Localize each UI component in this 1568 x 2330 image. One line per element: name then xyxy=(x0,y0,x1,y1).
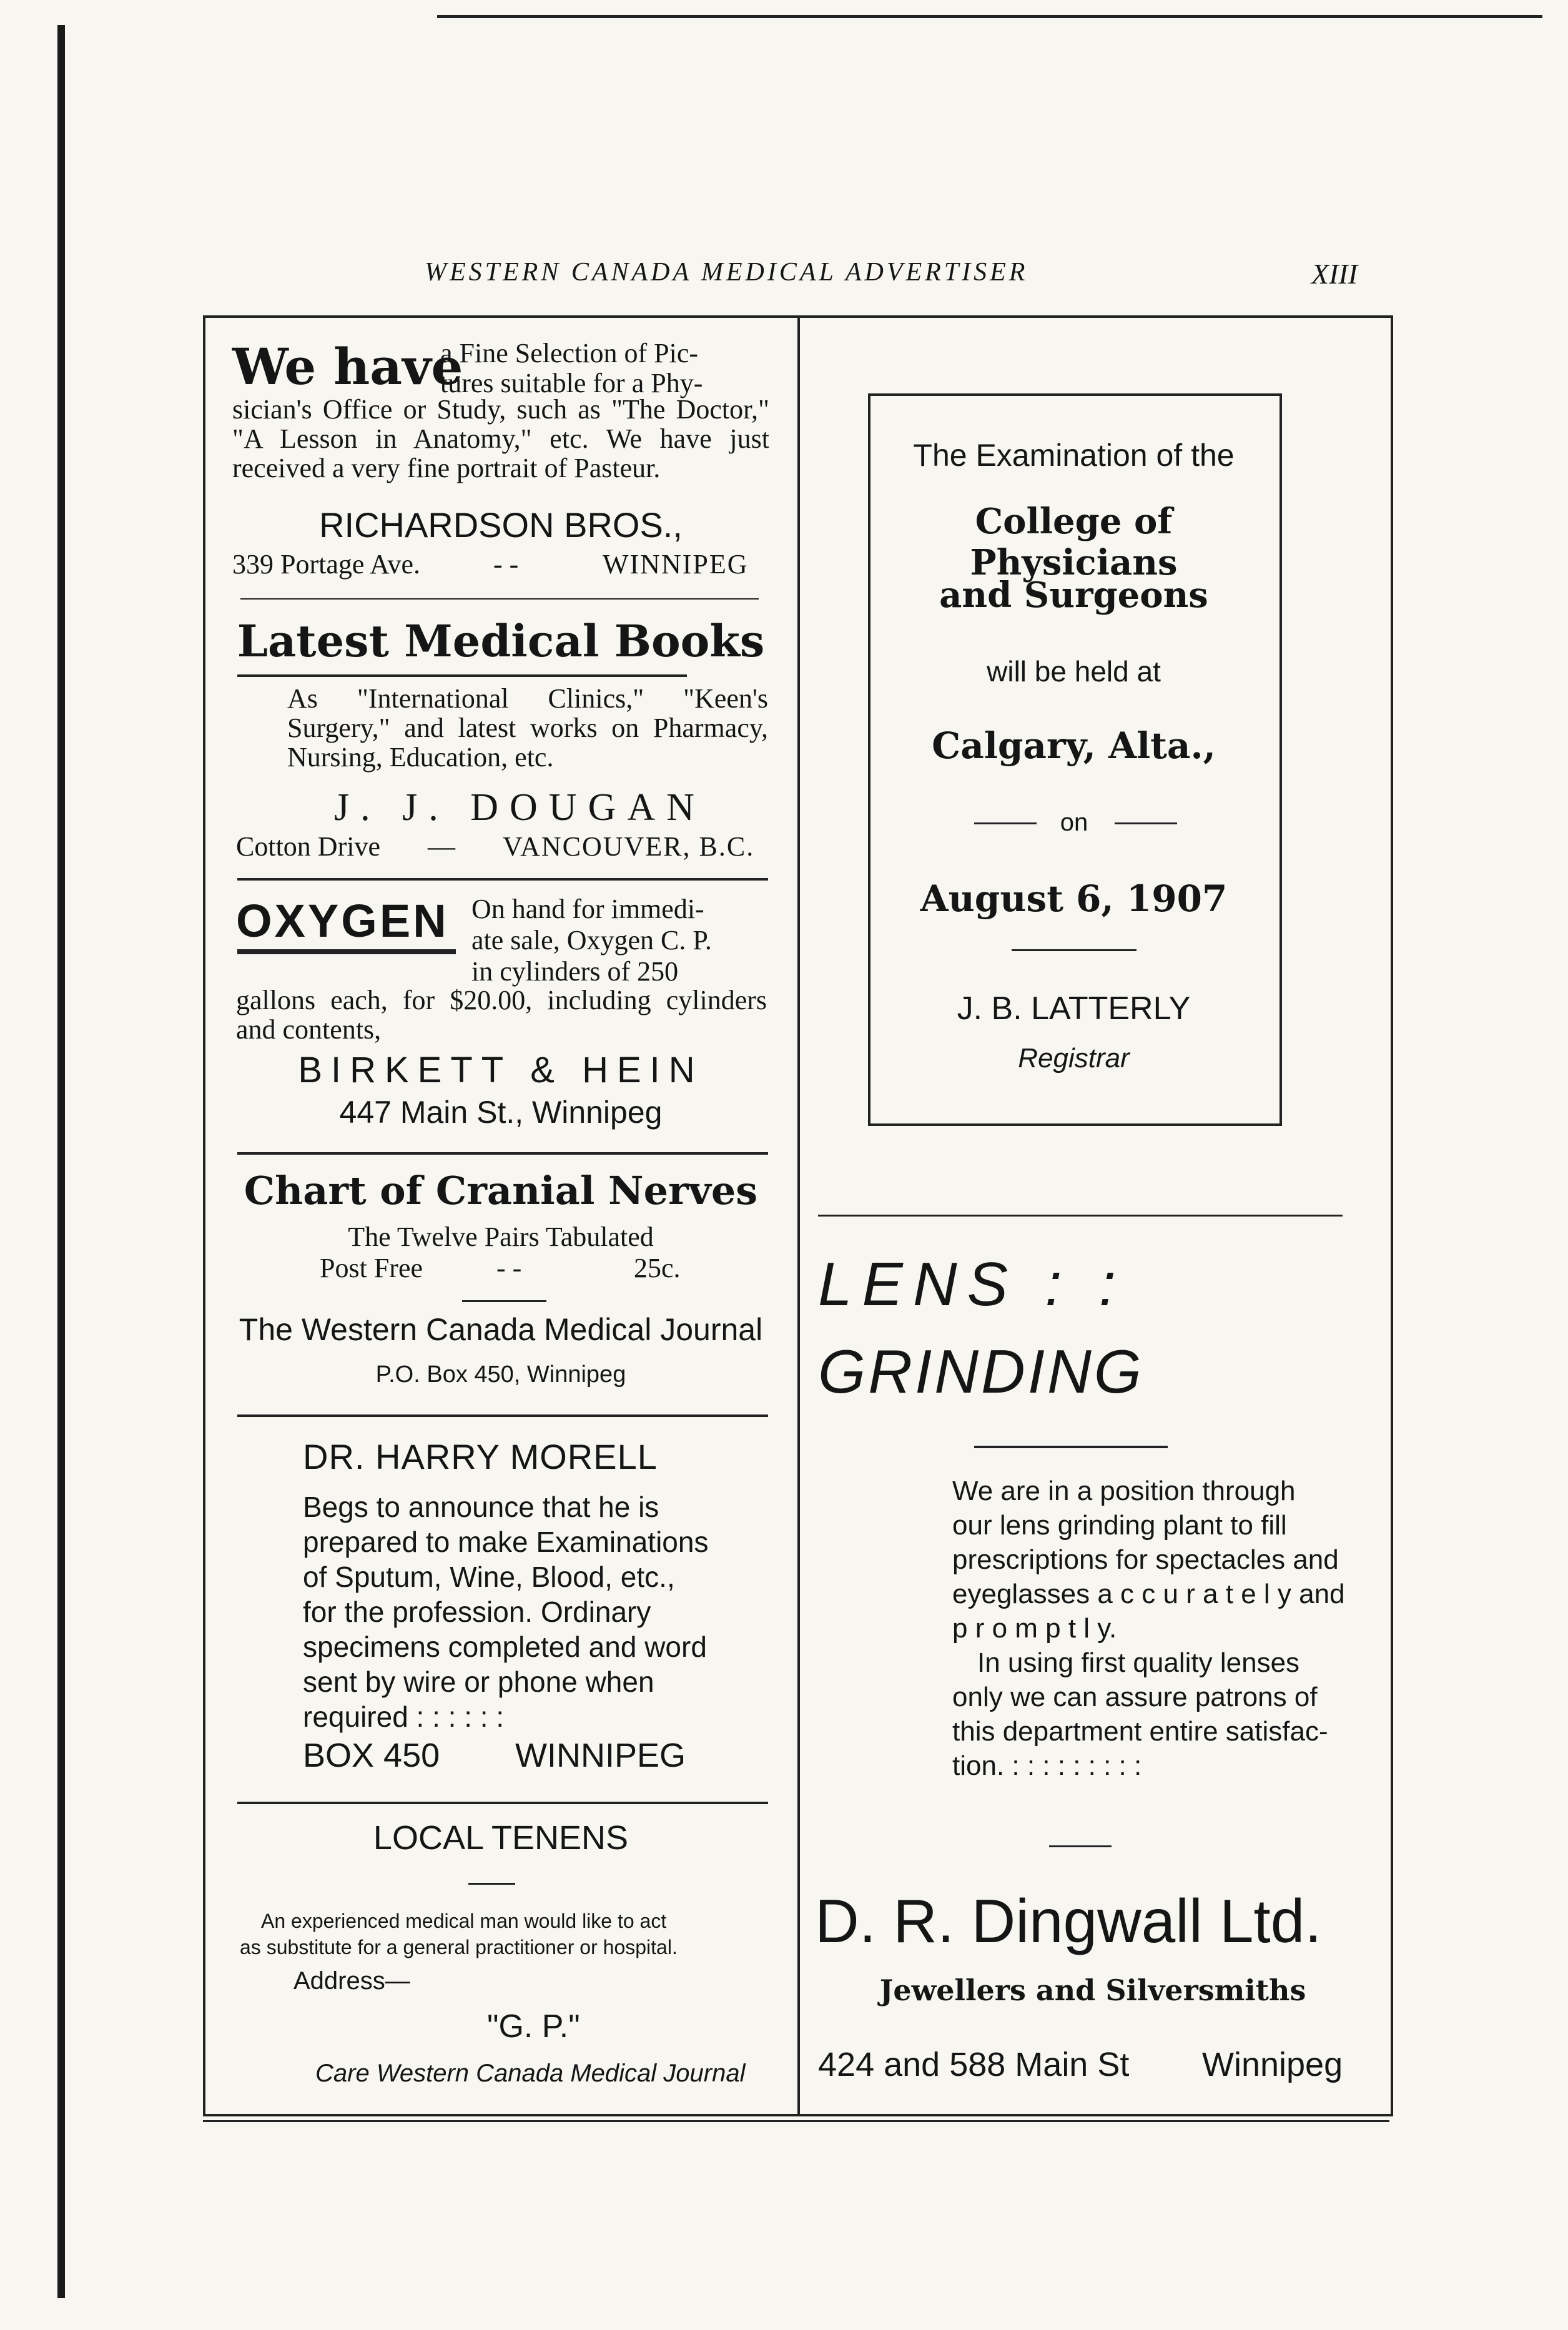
tenens-ad-gp: "G. P." xyxy=(487,2008,580,2045)
lens-line-indented: In using first quality lenses xyxy=(977,1647,1300,1678)
chart-ad-price: 25c. xyxy=(634,1253,681,1283)
oxygen-ad-line3: in cylinders of 250 xyxy=(471,956,679,987)
lens-rule xyxy=(974,1446,1168,1448)
tenens-ad-heading: LOCAL TENENS xyxy=(373,1819,629,1857)
top-rule xyxy=(437,15,1542,18)
tenens-ad-address-label: Address— xyxy=(293,1967,410,1995)
divider-4 xyxy=(237,1414,768,1417)
lens-ad-body xyxy=(952,1474,1352,1783)
page-number: XIII xyxy=(1311,258,1358,290)
divider-5 xyxy=(237,1802,768,1804)
chart-ad-post-free: Post Free xyxy=(320,1253,423,1283)
morell-line: specimens completed and word xyxy=(303,1631,707,1663)
chart-small-rule xyxy=(462,1300,546,1302)
morell-line: prepared to make Examinations xyxy=(303,1526,709,1558)
books-ad-name: J. J. DOUGAN xyxy=(334,786,706,829)
morell-line: sent by wire or phone when xyxy=(303,1666,654,1698)
morell-line: Begs to announce that he is xyxy=(303,1491,659,1523)
divider-2 xyxy=(237,878,768,881)
lens-line: only we can assure patrons of xyxy=(952,1682,1318,1712)
books-ad-city: VANCOUVER, B.C. xyxy=(503,831,755,862)
books-ad-street: Cotton Drive xyxy=(236,831,380,862)
morell-line: required : : : : : : xyxy=(303,1701,505,1733)
dingwall-trade: Jewellers and Silversmiths xyxy=(879,1973,1306,2007)
running-title: WESTERN CANADA MEDICAL ADVERTISER xyxy=(425,258,1028,287)
divider-1 xyxy=(240,598,759,600)
lens-line: prescriptions for spectacles and xyxy=(952,1544,1339,1575)
left-edge-mark xyxy=(57,25,65,2298)
date-rule xyxy=(1012,949,1137,951)
oxygen-ad-line2: ate sale, Oxygen C. P. xyxy=(471,925,712,955)
morell-line: for the profession. Ordinary xyxy=(303,1596,651,1628)
on-rule-left xyxy=(974,822,1037,824)
divider-3 xyxy=(237,1152,768,1155)
books-ad-body: As "International Clinics," "Keen's Surgery," and latest works on Pharmacy, Nursing, Education, etc. xyxy=(287,683,768,773)
exam-notice-registrar-name: J. B. LATTERLY xyxy=(957,990,1191,1027)
pictures-ad-company: RICHARDSON BROS., xyxy=(319,505,683,545)
exam-notice-held-at: will be held at xyxy=(987,655,1161,688)
lens-line: this department entire satisfac- xyxy=(952,1716,1328,1747)
oxygen-ad-heading: OXYGEN xyxy=(236,895,449,947)
lens-line: p r o m p t l y. xyxy=(952,1613,1117,1644)
exam-notice-surgeons: and Surgeons xyxy=(939,575,1208,616)
morell-line: of Sputum, Wine, Blood, etc., xyxy=(303,1561,675,1593)
on-rule-right xyxy=(1115,822,1177,824)
pictures-ad-body: sician's Office or Study, such as "The Doctor," "A Lesson in Anatomy," etc. We have just received a very fine portrait of Pasteur. xyxy=(232,394,769,483)
chart-ad-box: P.O. Box 450, Winnipeg xyxy=(375,1361,626,1388)
tenens-small-rule xyxy=(468,1883,515,1885)
pictures-ad-address: 339 Portage Ave. xyxy=(232,549,421,580)
morell-ad-box: BOX 450 xyxy=(303,1737,440,1774)
oxygen-ad-body: gallons each, for $20.00, including cylinders and contents, xyxy=(236,985,767,1045)
oxygen-ad-company: BIRKETT & HEIN xyxy=(298,1050,704,1090)
chart-ad-line1: The Twelve Pairs Tabulated xyxy=(348,1222,654,1252)
oxygen-underline xyxy=(237,949,456,954)
exam-notice-on: on xyxy=(1060,809,1088,836)
pictures-ad-dashes: - - xyxy=(493,549,519,580)
dingwall-address: 424 and 588 Main St xyxy=(818,2046,1130,2083)
lens-line: eyeglasses a c c u r a t e l y and xyxy=(952,1579,1345,1609)
bottom-double-rule xyxy=(203,2120,1389,2122)
lens-line: We are in a position through xyxy=(952,1476,1296,1506)
chart-ad-publisher: The Western Canada Medical Journal xyxy=(239,1312,763,1347)
morell-ad-name: DR. HARRY MORELL xyxy=(303,1437,658,1476)
books-underline xyxy=(237,674,687,677)
dingwall-city: Winnipeg xyxy=(1202,2046,1343,2083)
tenens-ad-line2: as substitute for a general practitioner or hospital. xyxy=(240,1936,678,1958)
lens-ad-title-1: LENS : : xyxy=(818,1250,1126,1318)
column-divider xyxy=(797,315,800,2114)
lens-line: tion. : : : : : : : : : xyxy=(952,1750,1142,1781)
dingwall-company: D. R. Dingwall Ltd. xyxy=(815,1887,1322,1955)
oxygen-ad-address: 447 Main St., Winnipeg xyxy=(339,1095,663,1130)
chart-ad-heading: Chart of Cranial Nerves xyxy=(244,1168,758,1213)
pictures-ad-lead: We have xyxy=(232,337,463,396)
tenens-ad-care: Care Western Canada Medical Journal xyxy=(315,2060,746,2087)
books-ad-heading: Latest Medical Books xyxy=(237,615,765,667)
morell-ad-body xyxy=(303,1489,727,1734)
books-ad-dash: — xyxy=(428,831,455,862)
exam-notice-date: August 6, 1907 xyxy=(920,877,1228,920)
right-divider-1 xyxy=(818,1215,1343,1217)
tenens-ad-line1: An experienced medical man would like to act xyxy=(261,1910,667,1932)
pictures-ad-line1: a Fine Selection of Pic- xyxy=(440,338,699,368)
exam-notice-college: College of Physicians xyxy=(970,501,1178,583)
chart-ad-dashes: - - xyxy=(496,1253,522,1283)
lens-ad-title-2: GRINDING xyxy=(818,1337,1144,1406)
pictures-ad-line2: tures suitable for a Phy- xyxy=(440,368,703,398)
exam-notice-place: Calgary, Alta., xyxy=(932,724,1216,767)
morell-ad-city: WINNIPEG xyxy=(515,1737,686,1774)
lens-line: our lens grinding plant to fill xyxy=(952,1510,1287,1541)
lens-small-rule xyxy=(1049,1845,1112,1847)
exam-notice-line1: The Examination of the xyxy=(913,438,1235,473)
exam-notice-registrar-title: Registrar xyxy=(1018,1043,1130,1074)
oxygen-ad-line1: On hand for immedi- xyxy=(471,894,704,924)
pictures-ad-city: WINNIPEG xyxy=(603,549,749,580)
